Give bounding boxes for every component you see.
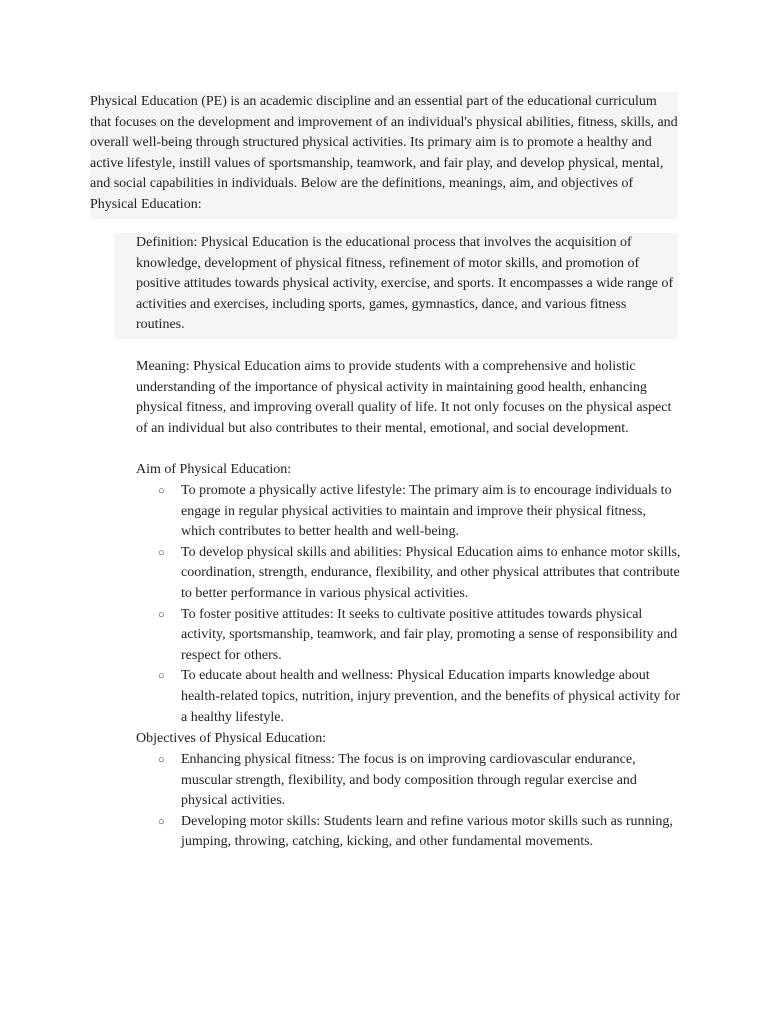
intro-paragraph: Physical Education (PE) is an academic discipline and an essential part of the educational curriculum that focuses on the development and improvement of an individual's physical abilities, fitness, skills, and overall well-being through structured physical activities. Its primary aim is to promote a healthy and active lifestyle, instill values of sportsmanship, teamwork, and fair play, and develop physical, mental, and social capabilities in individuals. Below are the definitions, meanings, aim, and objectives of Physical Education: (90, 92, 678, 219)
definition-block (114, 233, 678, 339)
circle-bullet-icon: ○ (158, 670, 165, 683)
aim-list-item (136, 543, 681, 605)
objectives-heading: Objectives of Physical Education: (136, 731, 327, 746)
aim-item-text: To develop physical skills and abilities: Physical Education aims to enhance motor skills, coordination, strength, endurance, flexibility, and other physical attributes that contribute to better performance in various physical activities. (181, 544, 681, 601)
aim-item-text: To educate about health and wellness: Physical Education imparts knowledge about health-related topics, nutrition, injury prevention, and the benefits of physical activity for a healthy lifestyle. (181, 668, 681, 725)
aim-list (136, 481, 681, 728)
aim-list-item (136, 666, 681, 728)
circle-bullet-icon: ○ (158, 754, 165, 766)
circle-bullet-icon: ○ (158, 546, 165, 559)
objectives-list (136, 750, 681, 853)
circle-bullet-icon: ○ (158, 608, 165, 621)
circle-bullet-icon: ○ (158, 485, 165, 497)
aim-heading: Aim of Physical Education: (136, 462, 292, 477)
objectives-list-item (136, 812, 681, 853)
aim-item-text: To promote a physically active lifestyle: The primary aim is to encourage individuals to engage in regular physical activities to maintain and improve their physical fitness, which contributes to better health and well-being. (181, 483, 672, 540)
aim-item-text: To foster positive attitudes: It seeks to cultivate positive attitudes towards physical activity, sportsmanship, teamwork, and fair play, promoting a sense of responsibility and respect for others. (181, 606, 678, 663)
aim-list-item (136, 605, 681, 667)
objective-item-text: Enhancing physical fitness: The focus is on improving cardiovascular endurance, muscular strength, flexibility, and body composition through regular exercise and physical activities. (181, 752, 637, 809)
definition-paragraph: Definition: Physical Education is the educational process that involves the acquisition of knowledge, development of physical fitness, refinement of motor skills, and promotion of positive attitudes towards physical activity, exercise, and sports. It encompasses a wide range of activities and exercises, including sports, games, gymnastics, dance, and various fitness routines. (136, 235, 674, 333)
circle-bullet-icon: ○ (158, 815, 165, 828)
objective-item-text: Developing motor skills: Students learn and refine various motor skills such as running, jumping, throwing, catching, kicking, and other fundamental movements. (181, 813, 673, 850)
objectives-list-item (136, 750, 681, 812)
meaning-paragraph: Meaning: Physical Education aims to provide students with a comprehensive and holistic understanding of the importance of physical activity in maintaining good health, enhancing physical fitness, and improving overall quality of life. It not only focuses on the physical aspect of an individual but also contributes to their mental, emotional, and social development. (136, 359, 672, 436)
aim-list-item (136, 481, 681, 543)
